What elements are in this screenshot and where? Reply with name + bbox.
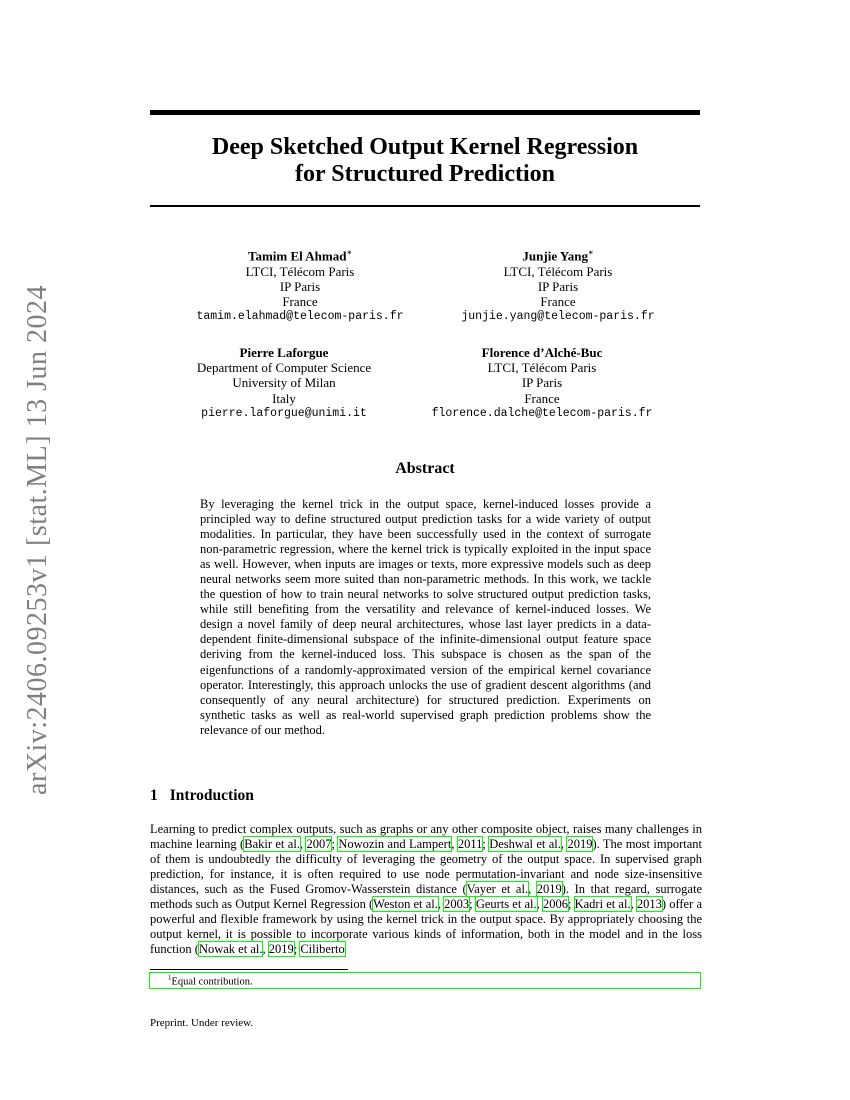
author-affiliation: LTCI, Télécom Paris [245,263,355,279]
author-affiliation: LTCI, Télécom Paris [487,360,597,376]
author-block-1 [190,245,410,324]
introduction-paragraph [150,822,702,957]
intro-text: ). The most important of them is undoubtedly the difficulty of leveraging the geometry of the output space. In supervised graph prediction, for instance, it is often required to use node permutation-invariant and node size-insensitive distances, such as the Fused Gromov-Wasserstein distance ( [150,837,702,897]
citation-separator: ; [482,837,490,852]
footnote [168,974,253,988]
author-country: France [524,390,560,406]
abstract-text: By leveraging the kernel trick in the output space, kernel-induced losses provide a principled way to define structured output prediction tasks for a wide variety of output modalities. In particular, they have been successfully used in the context of surrogate non-parametric regression, where the kernel trick is typically exploited in the input space as well. However, when inputs are images or texts, more expressive models such as deep neural networks seem more suited than non-parametric methods. In this work, we tackle the question of how to train neural networks to solve structured output prediction tasks, while still benefiting from the versatility and relevance of kernel-induced losses. We design a novel family of deep neural architectures, whose last layer predicts in a data-dependent finite-dimensional subspace of the infinite-dimensional output feature space deriving from the kernel-induced loss. This subspace is chosen as the span of the eigenfunctions of a randomly-approximated version of the empirical kernel covariance operator. Interestingly, this approach unlocks the use of gradient descent algorithms (and consequently of any neural architecture) for structured prediction. Experiments on synthetic tasks as well as real-world supervised graph prediction problems show the relevance of our method. [200,497,651,737]
citation-separator: ; [567,897,575,912]
citation-link[interactable]: 2011 [457,837,483,852]
citation-link[interactable]: 2007 [306,837,332,852]
citation-separator: ; [293,942,301,957]
author-name: Junjie Yang [522,248,589,264]
citation-separator: ; [331,837,339,852]
title-line-1: Deep Sketched Output Kernel Regression [211,134,639,160]
citation-link[interactable]: 2019 [536,882,562,897]
title-line-2: for Structured Prediction [295,161,555,187]
author-name: Tamim El Ahmad [247,248,347,264]
author-country: Italy [272,390,296,406]
citation-link[interactable]: Weston et al. [373,897,438,912]
footnote-mark: 1 [168,974,172,982]
author-institution: IP Paris [521,375,563,391]
citation-link[interactable]: Geurts et al. [475,897,537,912]
intro-text: Learning to predict complex outputs, such as graphs or any other composite object, raises many challenges in machine learning ( [150,822,702,852]
citation-link[interactable]: 2006 [542,897,568,912]
author-email[interactable]: pierre.laforgue@unimi.it [201,406,367,420]
citation-separator: , [528,882,537,897]
author-institution: University of Milan [232,375,336,391]
author-country: France [282,293,318,309]
author-name: Florence d’Alché-Buc [481,345,603,360]
intro-text: ) offer a powerful and flexible framework by using the kernel trick in the output space. By appropriately choosing the output kernel, it is possible to incorporate various kinds of information, both in the model and in the loss function ( [150,897,702,957]
author-country: France [540,293,576,309]
citation-separator: ; [469,897,476,912]
footnote-rule [150,969,348,970]
section-title: Introduction [169,787,254,804]
citation-separator: , [437,897,445,912]
author-affiliation: LTCI, Télécom Paris [503,263,613,279]
equal-contribution-mark: ∗ [346,248,353,257]
title-top-rule [150,110,700,115]
abstract-heading: Abstract [395,460,455,477]
author-email[interactable]: tamim.elahmad@telecom-paris.fr [196,310,404,324]
arxiv-identifier-stamp: arXiv:2406.09253v1 [stat.ML] 13 Jun 2024 [22,285,53,795]
citation-link[interactable]: Nowak et al. [198,942,263,957]
paper-title [150,134,700,188]
citation-separator: , [299,837,307,852]
author-block-2 [438,245,678,324]
author-name: Pierre Laforgue [239,345,329,360]
author-affiliation: Department of Computer Science [196,360,372,376]
section-number: 1 [150,787,158,804]
citation-link[interactable]: Deshwal et al. [489,837,561,852]
author-email[interactable]: florence.dalche@telecom-paris.fr [431,406,653,420]
author-email[interactable]: junjie.yang@telecom-paris.fr [461,310,655,324]
citation-link[interactable]: 2013 [636,897,662,912]
citation-separator: , [630,897,637,912]
citation-link[interactable]: Kadri et al. [574,897,631,912]
citation-link[interactable]: Ciliberto [300,942,345,957]
preprint-note: Preprint. Under review. [150,1017,254,1029]
citation-separator: , [536,897,543,912]
intro-text: ). In that regard, surrogate methods such as Output Kernel Regression ( [150,882,702,912]
section-heading [150,787,254,805]
citation-separator: , [560,837,568,852]
citation-link[interactable]: Vayer et al. [466,882,529,897]
citation-link[interactable]: 2003 [444,897,470,912]
author-institution: IP Paris [537,278,579,294]
title-bottom-rule [150,205,700,207]
citation-link[interactable]: Bakir et al. [244,837,300,852]
equal-contribution-mark: ∗ [588,248,594,257]
citation-separator: , [262,942,269,957]
footnote-text: Equal contribution. [171,976,253,988]
citation-separator: , [451,837,458,852]
author-block-3 [174,345,394,421]
author-institution: IP Paris [279,278,321,294]
author-block-4 [412,345,672,421]
citation-link[interactable]: 2019 [567,837,593,852]
citation-link[interactable]: 2019 [268,942,294,957]
citation-link[interactable]: Nowozin and Lampert [338,837,452,852]
